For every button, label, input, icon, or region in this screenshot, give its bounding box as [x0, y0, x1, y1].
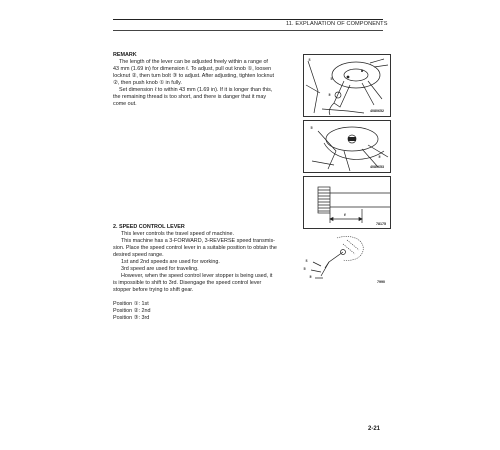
fig4-callout-3: ③ — [309, 275, 313, 279]
header-rule-bottom — [113, 30, 383, 31]
remark-line-2: 43 mm (1.69 in) for dimension ℓ. To adjust, pull out knob ①, loosen — [113, 66, 272, 72]
speed-line-1: This lever controls the travel speed of machine. — [121, 231, 234, 237]
fig2-code: 4080653 — [370, 165, 384, 169]
figure-lever-knob — [303, 54, 391, 117]
position-1: Position ①: 1st — [113, 301, 149, 307]
position-3: Position ③: 3rd — [113, 315, 150, 321]
speed-line-4: desired speed range. — [113, 252, 164, 258]
position-2: Position ②: 2nd — [113, 308, 151, 314]
fig1-callout-2: ② — [330, 77, 334, 81]
remark-line-5: Set dimension ℓ to within 43 mm (1.69 in). If it is longer than this, — [119, 87, 273, 93]
fig1-callout-3: ③ — [328, 93, 332, 97]
figure-dimension — [303, 176, 391, 229]
speed-lever-heading: 2. SPEED CONTROL LEVER — [113, 224, 185, 230]
figure-speed-lever — [303, 232, 389, 288]
remark-line-1: The length of the lever can be adjusted freely within a range of — [119, 59, 268, 65]
fig3-dimension: ℓ — [344, 213, 346, 217]
speed-line-2: This machine has a 3-FORWARD, 3-REVERSE speed transmis- — [121, 238, 275, 244]
speed-line-6: 3rd speed are used for traveling. — [121, 266, 199, 272]
fig1-code: 4080652 — [370, 109, 384, 113]
fig2-callout-2: ② — [310, 126, 314, 130]
remark-line-4: ②, then push knob ① in fully. — [113, 80, 182, 86]
fig4-callout-1: ① — [305, 259, 309, 263]
remark-line-7: come out. — [113, 101, 137, 107]
speed-line-3: sion. Place the speed control lever in a suitable position to obtain the — [113, 245, 277, 251]
remark-heading: REMARK — [113, 52, 137, 58]
fig4-callout-2: ② — [303, 267, 307, 271]
speed-line-5: 1st and 2nd speeds are used for working. — [121, 259, 220, 265]
fig4-code: 7990 — [377, 280, 385, 284]
page-number: 2-21 — [368, 426, 381, 432]
section-title: 11. EXPLANATION OF COMPONENTS — [286, 21, 388, 27]
remark-line-3: locknut ②, then turn bolt ③ to adjust. After adjusting, tighten locknut — [113, 73, 274, 79]
fig2-callout-3: ③ — [378, 155, 382, 159]
speed-line-7: However, when the speed control lever stopper is being used, it — [121, 273, 273, 279]
figure-locknut-bolt — [303, 120, 391, 173]
header-rule-top — [113, 19, 383, 20]
remark-line-6: the remaining thread is too short, and there is danger that it may — [113, 94, 267, 100]
threaded-rod-illustration — [304, 177, 390, 228]
speed-line-8: is impossible to shift to 3rd. Disengage the speed control lever — [113, 280, 262, 286]
speed-line-9: stopper before trying to shift gear. — [113, 287, 194, 293]
fig3-code: 78175 — [376, 222, 386, 226]
fig1-callout-1: ① — [308, 58, 312, 62]
lever-knob-illustration — [304, 55, 390, 116]
